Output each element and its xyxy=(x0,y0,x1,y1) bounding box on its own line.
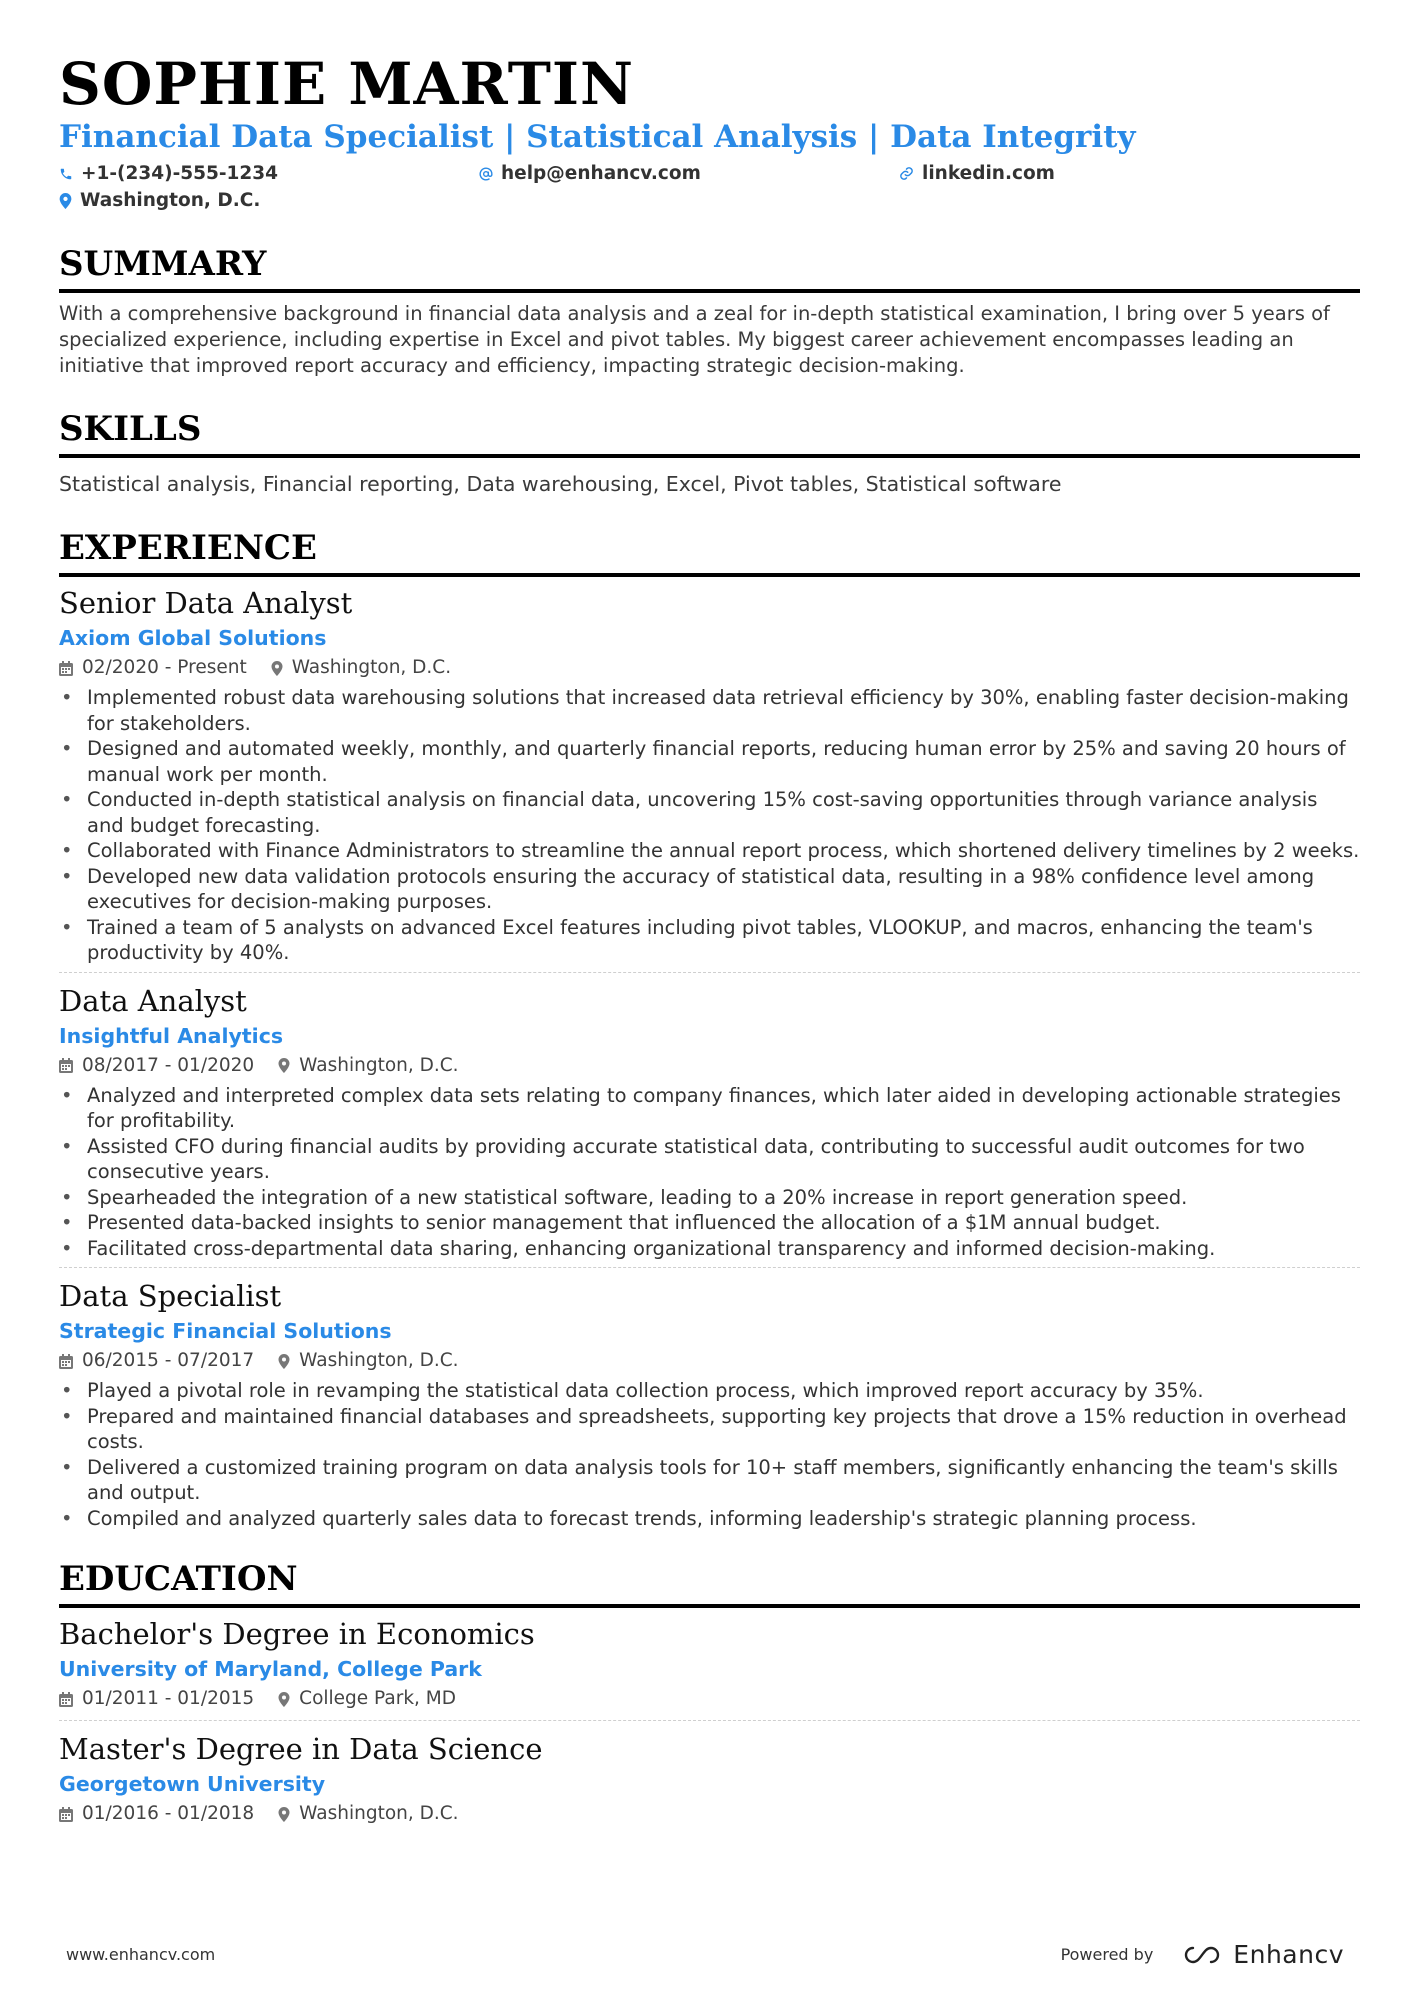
job-bullets xyxy=(59,1378,1360,1531)
location-pin-icon xyxy=(59,193,72,209)
list-item: • Analyzed and interpreted complex data sets relating to company finances, which later aided in developing actionable strategies for profitability. xyxy=(59,1083,1360,1134)
job-title: Data Analyst xyxy=(59,983,247,1018)
list-item: • Assisted CFO during financial audits by providing accurate statistical data, contributing to successful audit outcomes for two consecutive years. xyxy=(59,1134,1360,1185)
calendar-icon xyxy=(59,1354,73,1369)
experience-title: EXPERIENCE xyxy=(59,526,1360,577)
location-pin-icon xyxy=(278,1692,290,1707)
powered-by-label: Powered by xyxy=(1060,1945,1154,1964)
list-item: • Presented data-backed insights to senior management that influenced the allocation of a $1M annual budget. xyxy=(59,1210,1360,1236)
calendar-icon xyxy=(59,1807,73,1822)
education-entry xyxy=(59,1614,1360,1721)
school-name: University of Maryland, College Park xyxy=(59,1657,482,1681)
location-pin-icon xyxy=(278,1807,290,1822)
degree-title: Master's Degree in Data Science xyxy=(59,1732,543,1766)
linkedin-text: linkedin.com xyxy=(922,163,1055,184)
education-title: EDUCATION xyxy=(59,1557,1360,1608)
calendar-icon xyxy=(59,1692,73,1707)
list-item: • Implemented robust data warehousing solutions that increased data retrieval efficiency by 30%, enabling faster decision-making for stakeholders. xyxy=(59,685,1360,736)
education-dates: 01/2011 - 01/2015 xyxy=(82,1688,255,1709)
list-item: • Facilitated cross-departmental data sharing, enhancing organizational transparency and informed decision-making. xyxy=(59,1236,1360,1262)
job-dates: 08/2017 - 01/2020 xyxy=(82,1054,255,1076)
job-dates: 02/2020 - Present xyxy=(82,657,247,678)
education-meta xyxy=(59,1799,1360,1829)
list-item: • Spearheaded the integration of a new statistical software, leading to a 20% increase in report generation speed. xyxy=(59,1185,1360,1211)
skills-section xyxy=(59,407,1360,498)
list-item: • Delivered a customized training program on data analysis tools for 10+ staff members, significantly enhancing the team's skills and output. xyxy=(59,1455,1360,1506)
link-icon xyxy=(899,166,914,181)
phone-text: +1-(234)-555-1234 xyxy=(81,163,279,184)
school-name: Georgetown University xyxy=(59,1772,326,1796)
summary-title: SUMMARY xyxy=(59,242,1360,293)
list-item: • Collaborated with Finance Administrators to streamline the annual report process, which shortened delivery timelines by 2 weeks. xyxy=(59,838,1360,864)
list-item: • Trained a team of 5 analysts on advanced Excel features including pivot tables, VLOOKUP, and macros, enhancing the team's productivity by 40%. xyxy=(59,915,1360,966)
contact-phone[interactable] xyxy=(59,160,479,187)
list-item: • Prepared and maintained financial databases and spreadsheets, supporting key projects that drove a 15% reduction in overhead costs. xyxy=(59,1404,1360,1455)
summary-section xyxy=(59,242,1360,379)
email-text: help@enhancv.com xyxy=(501,163,701,184)
education-dates: 01/2016 - 01/2018 xyxy=(82,1803,255,1824)
experience-entry xyxy=(59,583,1360,973)
contact-info xyxy=(59,160,1360,214)
page-footer xyxy=(66,1940,1344,1969)
job-meta xyxy=(59,1051,1360,1081)
company-name: Axiom Global Solutions xyxy=(59,626,327,650)
skills-title: SKILLS xyxy=(59,407,1360,458)
list-item: • Developed new data validation protocols ensuring the accuracy of statistical data, resulting in a 98% confidence level among executives for decision-making purposes. xyxy=(59,864,1360,915)
phone-icon xyxy=(59,167,73,181)
calendar-icon xyxy=(59,1058,73,1073)
candidate-headline: Financial Data Specialist | Statistical Analysis | Data Integrity xyxy=(59,119,1136,155)
list-item: • Designed and automated weekly, monthly, and quarterly financial reports, reducing human error by 25% and saving 20 hours of manual work per month. xyxy=(59,736,1360,787)
company-name: Strategic Financial Solutions xyxy=(59,1319,392,1343)
location-pin-icon xyxy=(278,1058,290,1073)
footer-brand xyxy=(1061,1940,1344,1969)
education-section xyxy=(59,1557,1360,1835)
enhancv-logo-icon xyxy=(1179,1943,1225,1967)
list-item: • Compiled and analyzed quarterly sales data to forecast trends, informing leadership's strategic planning process. xyxy=(59,1506,1360,1532)
footer-website-link[interactable]: www.enhancv.com xyxy=(66,1945,216,1964)
calendar-icon xyxy=(59,661,73,676)
job-bullets xyxy=(59,685,1360,966)
job-bullets xyxy=(59,1083,1360,1262)
skills-list: Statistical analysis, Financial reporting, Data warehousing, Excel, Pivot tables, Statistical software xyxy=(59,472,1062,496)
education-meta xyxy=(59,1684,1360,1714)
contact-linkedin[interactable] xyxy=(899,160,1319,187)
job-location: Washington, D.C. xyxy=(291,657,452,678)
summary-text: With a comprehensive background in financial data analysis and a zeal for in-depth statistical examination, I bring over 5 years of specialized experience, including expertise in Excel and pivot tables. My biggest career achievement encompasses leading an initiative that improved report accuracy and efficiency, impacting strategic decision-making. xyxy=(59,302,1330,377)
education-entry xyxy=(59,1729,1360,1835)
location-pin-icon xyxy=(278,1354,290,1369)
job-meta xyxy=(59,1346,1360,1376)
location-pin-icon xyxy=(271,661,283,676)
job-location: Washington, D.C. xyxy=(299,1054,459,1076)
location-text: Washington, D.C. xyxy=(80,190,261,211)
company-name: Insightful Analytics xyxy=(59,1023,284,1048)
enhancv-brand-name: Enhancv xyxy=(1233,1940,1344,1969)
job-dates: 06/2015 - 07/2017 xyxy=(82,1350,255,1371)
list-item: • Conducted in-depth statistical analysis on financial data, uncovering 15% cost-saving opportunities through variance analysis and budget forecasting. xyxy=(59,787,1360,838)
at-icon xyxy=(479,167,493,181)
experience-section xyxy=(59,526,1360,1537)
education-location: College Park, MD xyxy=(299,1688,457,1709)
list-item: • Played a pivotal role in revamping the statistical data collection process, which improved report accuracy by 35%. xyxy=(59,1378,1360,1404)
job-meta xyxy=(59,653,1360,683)
contact-location xyxy=(59,187,479,214)
job-location: Washington, D.C. xyxy=(299,1350,459,1371)
job-title: Senior Data Analyst xyxy=(59,586,353,620)
degree-title: Bachelor's Degree in Economics xyxy=(59,1617,535,1651)
contact-email[interactable] xyxy=(479,160,899,187)
experience-entry xyxy=(59,1276,1360,1537)
candidate-name: SOPHIE MARTIN xyxy=(59,50,635,118)
education-location: Washington, D.C. xyxy=(299,1803,459,1824)
job-title: Data Specialist xyxy=(59,1279,282,1313)
experience-entry xyxy=(59,981,1360,1269)
